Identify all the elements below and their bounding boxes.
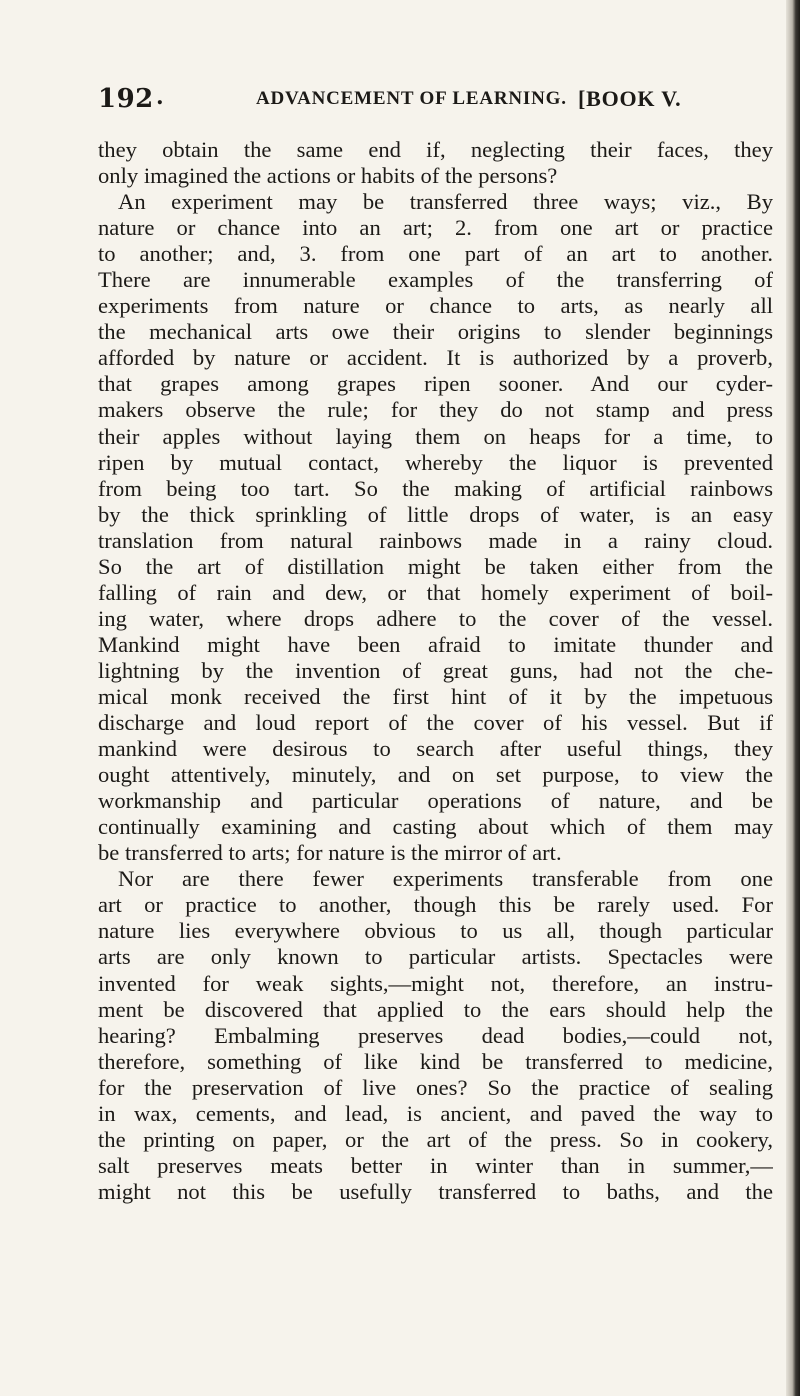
text-line: ing water, where drops adhere to the cover of the vessel. bbox=[98, 605, 773, 631]
text-line: arts are only known to particular artists. Spectacles were bbox=[98, 944, 773, 970]
text-line: experiments from nature or chance to arts, as nearly all bbox=[98, 293, 773, 319]
running-title: ADVANCEMENT OF LEARNING. bbox=[256, 88, 567, 109]
text-line: mankind were desirous to search after useful things, they bbox=[98, 736, 773, 762]
text-line: the mechanical arts owe their origins to slender beginnings bbox=[98, 319, 773, 345]
text-line: ought attentively, minutely, and on set purpose, to view the bbox=[98, 762, 773, 788]
page-edge-shadow bbox=[786, 0, 800, 1396]
text-line: only imagined the actions or habits of the persons? bbox=[98, 163, 558, 189]
text-line: their apples without laying them on heaps for a time, to bbox=[98, 423, 773, 449]
text-line: ripen by mutual contact, whereby the liquor is prevented bbox=[98, 449, 773, 475]
text-line: by the thick sprinkling of little drops of water, is an easy bbox=[98, 501, 773, 527]
text-line: hearing? Embalming preserves dead bodies,—could not, bbox=[98, 1022, 773, 1048]
body-text bbox=[98, 137, 773, 1205]
text-line: nature lies everywhere obvious to us all, though particular bbox=[98, 918, 773, 944]
text-line: Nor are there fewer experiments transferable from one bbox=[118, 866, 773, 892]
text-line: So the art of distillation might be taken either from the bbox=[98, 553, 773, 579]
text-line: translation from natural rainbows made in a rainy cloud. bbox=[98, 527, 773, 553]
text-line: in wax, cements, and lead, is ancient, and paved the way to bbox=[98, 1100, 773, 1126]
text-line: afforded by nature or accident. It is authorized by a proverb, bbox=[98, 345, 773, 371]
text-line: mical monk received the first hint of it by the impetuous bbox=[98, 683, 773, 709]
text-line: lightning by the invention of great guns, had not the che- bbox=[98, 657, 773, 683]
text-line: the printing on paper, or the art of the press. So in cookery, bbox=[98, 1126, 773, 1152]
text-line: An experiment may be transferred three ways; viz., By bbox=[118, 189, 773, 215]
text-line: continually examining and casting about which of them may bbox=[98, 814, 773, 840]
text-line: discharge and loud report of the cover of his vessel. But if bbox=[98, 710, 773, 736]
text-line: to another; and, 3. from one part of an art to another. bbox=[98, 241, 773, 267]
text-line: salt preserves meats better in winter than in summer,— bbox=[98, 1152, 773, 1178]
text-line: invented for weak sights,—might not, therefore, an instru- bbox=[98, 970, 773, 996]
text-line: workmanship and particular operations of nature, and be bbox=[98, 788, 773, 814]
page-number: 192 bbox=[98, 84, 154, 114]
text-line: nature or chance into an art; 2. from one art or practice bbox=[98, 215, 773, 241]
text-line: therefore, something of like kind be transferred to medicine, bbox=[98, 1048, 773, 1074]
text-line: Mankind might have been afraid to imitate thunder and bbox=[98, 631, 773, 657]
text-line: There are innumerable examples of the transferring of bbox=[98, 267, 773, 293]
text-line: makers observe the rule; for they do not stamp and press bbox=[98, 397, 773, 423]
header-separator: . bbox=[156, 84, 165, 110]
text-line: that grapes among grapes ripen sooner. And our cyder- bbox=[98, 371, 773, 397]
page-header bbox=[98, 84, 778, 124]
book-reference: [BOOK V. bbox=[578, 86, 682, 111]
text-line: be transferred to arts; for nature is the mirror of art. bbox=[98, 840, 562, 866]
text-line: ment be discovered that applied to the ears should help the bbox=[98, 996, 773, 1022]
text-line: falling of rain and dew, or that homely experiment of boil- bbox=[98, 579, 773, 605]
text-line: they obtain the same end if, neglecting their faces, they bbox=[98, 137, 773, 162]
text-line: from being too tart. So the making of artificial rainbows bbox=[98, 475, 773, 501]
text-line: might not this be usefully transferred to baths, and the bbox=[98, 1178, 773, 1204]
text-line: for the preservation of live ones? So the practice of sealing bbox=[98, 1074, 773, 1100]
text-line: art or practice to another, though this be rarely used. For bbox=[98, 892, 773, 918]
